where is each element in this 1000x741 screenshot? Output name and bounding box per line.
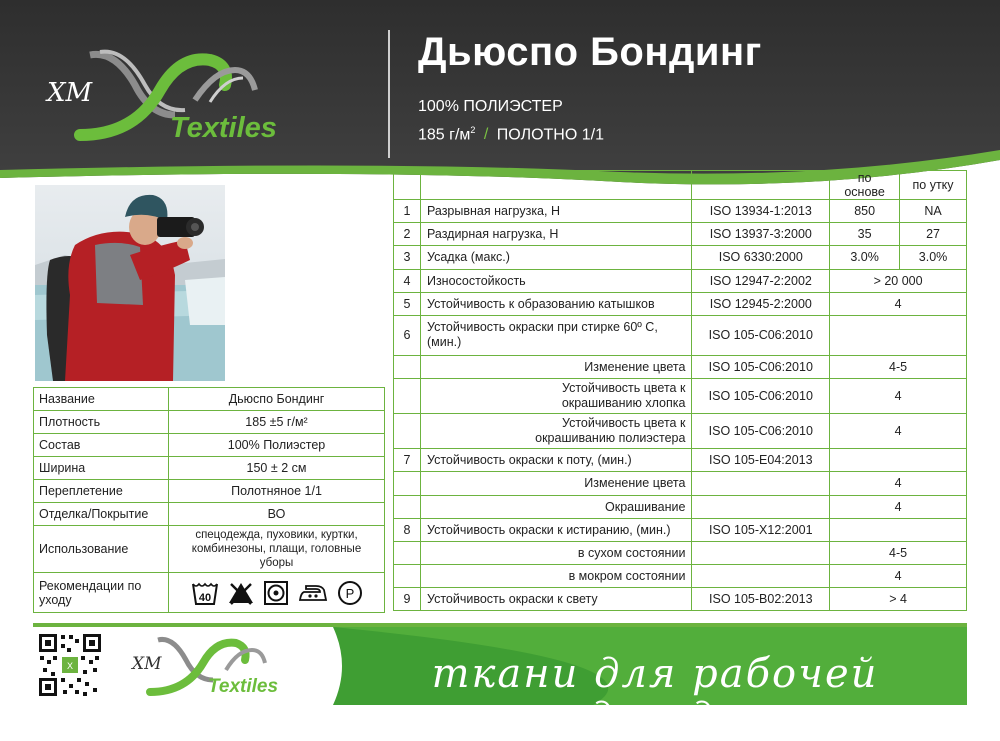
test-standard: ISO 6330:2000: [692, 246, 830, 269]
test-value: [830, 518, 967, 541]
spec-label: Переплетение: [34, 480, 169, 503]
wash-temp-text: 40: [198, 591, 211, 604]
test-row-7: [394, 449, 967, 472]
test-value: > 20 000: [830, 269, 967, 292]
header-empty-cell: [420, 171, 691, 200]
spec-label: Отделка/Покрытие: [34, 503, 169, 526]
logo-textiles-text: Textiles: [170, 112, 277, 144]
test-row-1: [394, 200, 967, 223]
test-number: 5: [394, 292, 421, 315]
test-row-8a: [394, 541, 967, 564]
test-weft-value: 3.0%: [900, 246, 967, 269]
test-value: [830, 449, 967, 472]
test-standard: ISO 105-C06:2010: [692, 414, 830, 449]
spec-value: 185 ±5 г/м²: [169, 411, 385, 434]
test-number: 4: [394, 269, 421, 292]
weft-header: по утку: [900, 171, 967, 200]
test-number: 6: [394, 315, 421, 355]
spec-value: ВО: [169, 503, 385, 526]
header-empty-cell: [394, 171, 421, 200]
iron-icon: [298, 582, 328, 604]
test-value: [830, 315, 967, 355]
product-photo: [33, 183, 223, 379]
test-standard: ISO 13934-1:2013: [692, 200, 830, 223]
test-value: 4: [830, 414, 967, 449]
logo-xm-text: XM: [47, 78, 93, 108]
test-standard: [692, 541, 830, 564]
test-row-6c: [394, 414, 967, 449]
test-number: [394, 541, 421, 564]
test-name: Изменение цвета: [420, 355, 691, 378]
test-standard: ISO 105-C06:2010: [692, 315, 830, 355]
test-number: [394, 355, 421, 378]
test-weft-value: NA: [900, 200, 967, 223]
test-number: 2: [394, 223, 421, 246]
test-row-7b: [394, 495, 967, 518]
test-weft-value: 27: [900, 223, 967, 246]
test-number: 7: [394, 449, 421, 472]
spec-row-weave: [34, 480, 385, 503]
test-name: Устойчивость окраски к истиранию, (мин.): [420, 518, 691, 541]
spec-label: Ширина: [34, 457, 169, 480]
test-value: 4: [830, 472, 967, 495]
test-number: [394, 414, 421, 449]
test-row-9: [394, 588, 967, 611]
test-value: 4: [830, 379, 967, 414]
svg-text:X: X: [66, 661, 74, 671]
spec-row-usage: [34, 526, 385, 573]
composition-subtitle: 100% ПОЛИЭСТЕР: [418, 98, 563, 115]
care-icons-cell: [169, 573, 385, 613]
header-logo: [45, 40, 305, 150]
test-header-row: [394, 171, 967, 200]
test-name: Устойчивость цвета к окрашиванию полиэстера: [420, 414, 691, 449]
test-name: в мокром состоянии: [420, 565, 691, 588]
test-name: Устойчивость окраски к поту, (мин.): [420, 449, 691, 472]
test-standard: ISO 105-C06:2010: [692, 379, 830, 414]
test-number: [394, 565, 421, 588]
test-number: [394, 472, 421, 495]
test-name: в сухом состоянии: [420, 541, 691, 564]
test-value: > 4: [830, 588, 967, 611]
density-text: 185 г/м: [418, 126, 471, 144]
test-standard: ISO 13937-3:2000: [692, 223, 830, 246]
spec-value: 100% Полиэстер: [169, 434, 385, 457]
test-value: 4-5: [830, 541, 967, 564]
slash-separator: /: [483, 126, 489, 144]
spec-value: Дьюспо Бондинг: [169, 388, 385, 411]
spec-label: Использование: [34, 526, 169, 573]
test-name: Изменение цвета: [420, 472, 691, 495]
test-results-table: [393, 170, 967, 611]
test-row-3: [394, 246, 967, 269]
test-name: Устойчивость цвета к окрашиванию хлопка: [420, 379, 691, 414]
test-warp-value: 850: [830, 200, 900, 223]
care-icons: [174, 580, 379, 606]
test-number: [394, 495, 421, 518]
spec-label: Название: [34, 388, 169, 411]
test-value: 4: [830, 565, 967, 588]
test-name: Окрашивание: [420, 495, 691, 518]
spec-value: 150 ± 2 см: [169, 457, 385, 480]
svg-text:P: P: [345, 585, 354, 601]
test-number: 9: [394, 588, 421, 611]
test-value: 4: [830, 292, 967, 315]
density-sup: 2: [470, 125, 476, 135]
test-number: 8: [394, 518, 421, 541]
test-name: Устойчивость к образованию катышков: [420, 292, 691, 315]
footer-logo-textiles-text: Textiles: [208, 676, 279, 697]
footer-slogan: ткани для рабочей одежды: [431, 651, 879, 741]
test-name: Раздирная нагрузка, Н: [420, 223, 691, 246]
test-value: 4: [830, 495, 967, 518]
test-number: 1: [394, 200, 421, 223]
test-name: Устойчивость окраски при стирке 60º С, (мин.): [420, 315, 691, 355]
test-warp-value: 3.0%: [830, 246, 900, 269]
test-standard: ISO 12947-2:2002: [692, 269, 830, 292]
spec-value: Полотняное 1/1: [169, 480, 385, 503]
test-name: Износостойкость: [420, 269, 691, 292]
spec-row-finish: [34, 503, 385, 526]
qr-code[interactable]: [37, 632, 103, 698]
dry-clean-p-icon: [337, 580, 363, 606]
test-row-6b: [394, 379, 967, 414]
test-number: [394, 379, 421, 414]
test-standard: [692, 472, 830, 495]
test-standard: ISO 12945-2:2000: [692, 292, 830, 315]
spec-value: спецодежда, пуховики, куртки, комбинезоны, плащи, головные уборы: [169, 526, 385, 573]
spec-row-width: [34, 457, 385, 480]
density-weave-subtitle: [418, 125, 604, 144]
test-standard: ISO 105-B02:2013: [692, 588, 830, 611]
spec-row-care: [34, 573, 385, 613]
tumble-dry-icon: [263, 580, 289, 606]
test-name: Разрывная нагрузка, Н: [420, 200, 691, 223]
test-value: 4-5: [830, 355, 967, 378]
test-row-2: [394, 223, 967, 246]
warp-header: по основе: [830, 171, 900, 200]
test-row-6: [394, 315, 967, 355]
test-warp-value: 35: [830, 223, 900, 246]
test-name: Усадка (макс.): [420, 246, 691, 269]
header-divider: [388, 30, 390, 158]
test-row-8b: [394, 565, 967, 588]
test-row-8: [394, 518, 967, 541]
test-number: 3: [394, 246, 421, 269]
test-standard: ISO 105-X12:2001: [692, 518, 830, 541]
test-standard: ISO 105-C06:2010: [692, 355, 830, 378]
footer-logo: [128, 630, 298, 702]
test-standard: ISO 105-E04:2013: [692, 449, 830, 472]
spec-row-composition: [34, 434, 385, 457]
weave-text: ПОЛОТНО 1/1: [496, 126, 604, 144]
page-title: Дьюспо Бондинг: [418, 30, 762, 74]
test-row-7a: [394, 472, 967, 495]
spec-row-name: [34, 388, 385, 411]
test-row-4: [394, 269, 967, 292]
photographer-image: [35, 185, 225, 381]
footer-logo-xm-text: XM: [132, 654, 162, 674]
wash-40-icon: [191, 580, 219, 606]
spec-table: [33, 387, 385, 613]
test-name: Устойчивость окраски к свету: [420, 588, 691, 611]
header-empty-cell: [692, 171, 830, 200]
spec-row-density: [34, 411, 385, 434]
test-row-5: [394, 292, 967, 315]
spec-label: Рекомендации по уходу: [34, 573, 169, 613]
test-row-6a: [394, 355, 967, 378]
no-bleach-icon: [228, 581, 254, 605]
spec-label: Состав: [34, 434, 169, 457]
spec-label: Плотность: [34, 411, 169, 434]
test-standard: [692, 495, 830, 518]
test-standard: [692, 565, 830, 588]
